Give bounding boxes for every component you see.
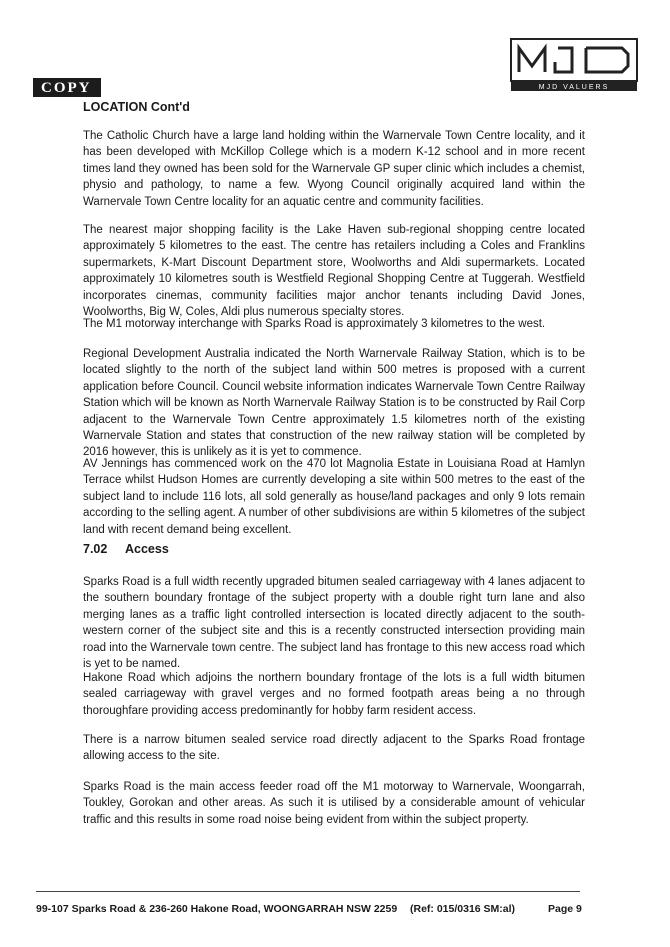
footer-page-number: Page 9 xyxy=(548,903,582,915)
paragraph-m1-motorway: The M1 motorway interchange with Sparks Road is approximately 3 kilometres to the west. xyxy=(83,318,546,330)
section-title: Access xyxy=(125,542,169,556)
footer-divider xyxy=(36,891,580,892)
logo-tagline: MJD VALUERS xyxy=(538,84,610,91)
paragraph-service-road: There is a narrow bitumen sealed service road directly adjacent to the Sparks Road frontage allowing access to the site. xyxy=(83,734,585,763)
footer-reference: (Ref: 015/0316 SM:al) xyxy=(410,903,516,915)
location-heading: LOCATION Cont'd xyxy=(83,100,190,114)
paragraph-catholic-church: The Catholic Church have a large land holding within the Warnervale Town Centre locality, and it has been developed with McKillop College which is a modern K-12 school and in more recent times land they owned has been sold for the Warnervale GP super clinic which includes a chemist, physio and pathology, to name a few. Wyong Council originally acquired land within the Warnervale Town Centre locality for an aquatic centre and community facilities. xyxy=(83,130,585,208)
footer-address: 99-107 Sparks Road & 236-260 Hakone Road, WOONGARRAH NSW 2259 xyxy=(36,903,398,915)
section-number: 7.02 xyxy=(83,542,108,556)
paragraph-hakone-road: Hakone Road which adjoins the northern boundary frontage of the lots is a full width bitumen sealed carriageway with gravel verges and no formed footpath areas being a no through thoroughfare providing access predominantly for hobby farm resident access. xyxy=(83,672,585,717)
paragraph-sparks-road: Sparks Road is a full width recently upgraded bitumen sealed carriageway with 4 lanes adjacent to the southern boundary frontage of the subject property with a double right turn lane and also merging lanes as a traffic light controlled intersection is located directly adjacent to the south-western corner of the subject site and this is a recently constructed intersection providing main road into the Warnervale town centre. The subject land has frontage to this new access road which is yet to be named. xyxy=(83,576,585,671)
mjd-logo xyxy=(510,38,638,92)
paragraph-railway: Regional Development Australia indicated the North Warnervale Railway Station, which is to be located slightly to the north of the subject land within 500 metres is proposed with a current application before Council. Council website information indicates Warnervale Town Centre Railway Station which will be known as North Warnervale Railway Station is to be constructed by Rail Corp adjacent to the Warnervale Town Centre approximately 1.5 kilometres north of the existing Warnervale Station and states that construction of the new railway station will be completed by 2016 however, this is unlikely as it is yet to commence. xyxy=(83,348,585,459)
paragraph-shopping: The nearest major shopping facility is the Lake Haven sub-regional shopping centre located approximately 5 kilometres to the east. The centre has retailers including a Coles and Franklins supermarkets, K-Mart Discount Department store, Woolworths and Aldi supermarkets. Located approximately 10 kilometres south is Westfield Regional Shopping Centre at Tuggerah. Westfield incorporates cinemas, community facilities major anchor tenants including David Jones, Woolworths, Big W, Coles, Aldi plus numerous specialty stores. xyxy=(83,224,585,319)
paragraph-subdivisions: AV Jennings has commenced work on the 470 lot Magnolia Estate in Louisiana Road at Hamlyn Terrace whilst Hudson Homes are currently developing a site within 500 metres to the east of the subject land to include 116 lots, all sold generally as house/land packages and only 9 lots remain according to the selling agent. A number of other subdivisions are within 5 kilometres of the subject land with recent demand being excellent. xyxy=(83,458,585,536)
access-heading xyxy=(83,542,169,556)
paragraph-feeder-road: Sparks Road is the main access feeder road off the M1 motorway to Warnervale, Woongarrah, Toukley, Gorokan and other areas. As such it is utilised by a considerable amount of vehicular traffic and this results in some road noise being evident from within the subject property. xyxy=(83,781,585,826)
copy-stamp: COPY xyxy=(33,78,101,97)
